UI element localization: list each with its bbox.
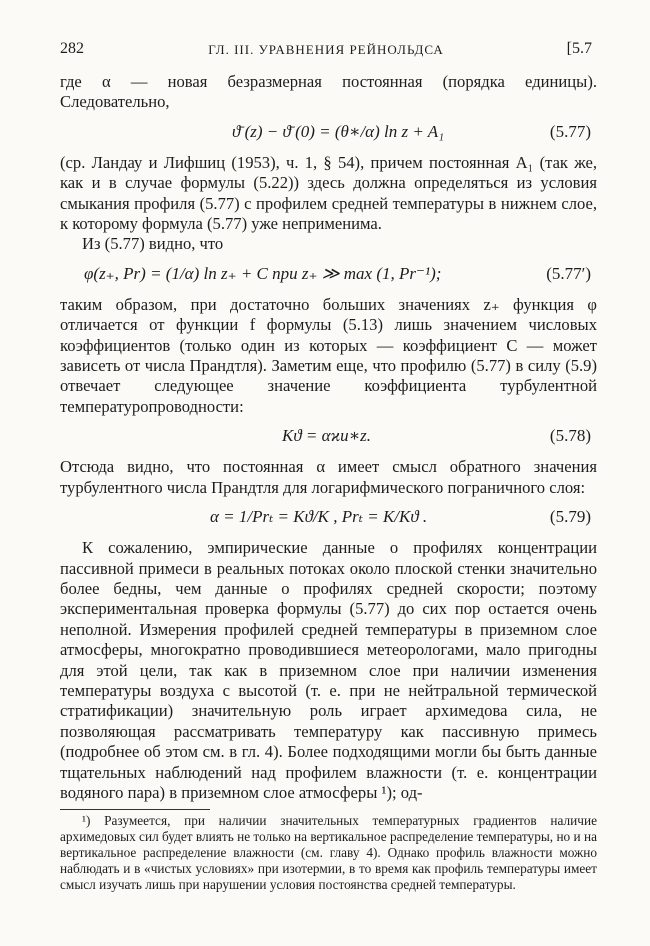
page-number: 282	[60, 40, 84, 57]
equation-formula: Kϑ = αϰu∗z.	[282, 426, 372, 446]
equation-number: (5.78)	[549, 426, 591, 446]
paragraph: таким образом, при достаточно больших значениях z₊ функция φ отличается от функции f формулы (5.13) лишь значением числовых коэффициентов (только один из которых — коэффициент C — может зависеть от числа Прандтля). Заметим еще, что профилю (5.77) в силу (5.9) отвечает следующее значение коэффициента турбулентной температуропроводности:	[60, 294, 597, 416]
equation-number: (5.77′)	[546, 263, 591, 283]
equation-5-78	[60, 417, 597, 457]
section-number: [5.7	[566, 40, 592, 57]
page-body	[60, 72, 597, 893]
running-title: ГЛ. III. УРАВНЕНИЯ РЕЙНОЛЬДСА	[208, 42, 444, 57]
paragraph: Отсюда видно, что постоянная α имеет смысл обратного значения турбулентного числа Прандтля для логарифмического пограничного слоя:	[60, 457, 597, 497]
paragraph: К сожалению, эмпирические данные о профилях концентрации пассивной примеси в реальных потоках около плоской стенки значительно более бедны, чем данные о профилях средней скорости; поэтому экспериментальная проверка формулы (5.77) до сих пор остается очень неполной. Измерения профилей средней температуры в приземном слое атмосферы, многократно проводившиеся метеорологами, мало пригодны для этой цели, так как в приземном слое при наличии изменения температуры воздуха с высотой (т. е. при не нейтральной термической стратификации) значительную роль играет архимедова сила, не позволяющая рассматривать температуру как пассивную примесь (подробнее об этом см. в гл. 4). Более подходящими могли бы быть данные тщательных наблюдений над профилем влажности (т. е. концентрации водяного пара) в приземном слое атмосферы ¹); од-	[60, 538, 597, 802]
equation-5-77-prime	[60, 255, 597, 295]
equation-number: (5.77)	[549, 121, 591, 141]
equation-5-79	[60, 498, 597, 538]
footnote: ¹) Разумеется, при наличии значительных температурных градиентов наличие архимедовых сил будет влиять не только на вертикальное распределение температуры, но и на вертикальное распределение влажности (см. главу 4). Однако профиль влажности можно наблюдать и в «чистых условиях» при изотермии, в то время как профиль температуры имеет смысл изучать лишь при нарушении условия постоянства средней температуры.	[60, 813, 597, 893]
paragraph: Из (5.77) видно, что	[82, 234, 224, 254]
equation-number: (5.79)	[549, 507, 591, 527]
paragraph: где α — новая безразмерная постоянная (порядка единицы). Следовательно,	[60, 72, 597, 112]
footnote-separator	[60, 809, 210, 810]
equation-formula: α = 1/Prₜ = Kϑ/K , Prₜ = K/Kϑ .	[210, 507, 428, 527]
equation-formula: φ(z₊, Pr) = (1/α) ln z₊ + C при z₊ ≫ max (1, Pr⁻¹);	[84, 263, 442, 283]
page-header	[60, 40, 592, 62]
paragraph: (ср. Ландау и Лифшиц (1953), ч. 1, § 54), причем постоянная A₁ (так же, как и в случае формулы (5.22)) здесь должна определяться из условия смыкания профиля (5.77) с профилем средней температуры в нижнем слое, к которому формула (5.77) уже неприменима.	[60, 152, 597, 234]
equation-5-77	[60, 113, 597, 153]
equation-formula: ϑ̄ (z) − ϑ̄ (0) = (θ∗/α) ln z + A₁	[232, 121, 445, 141]
